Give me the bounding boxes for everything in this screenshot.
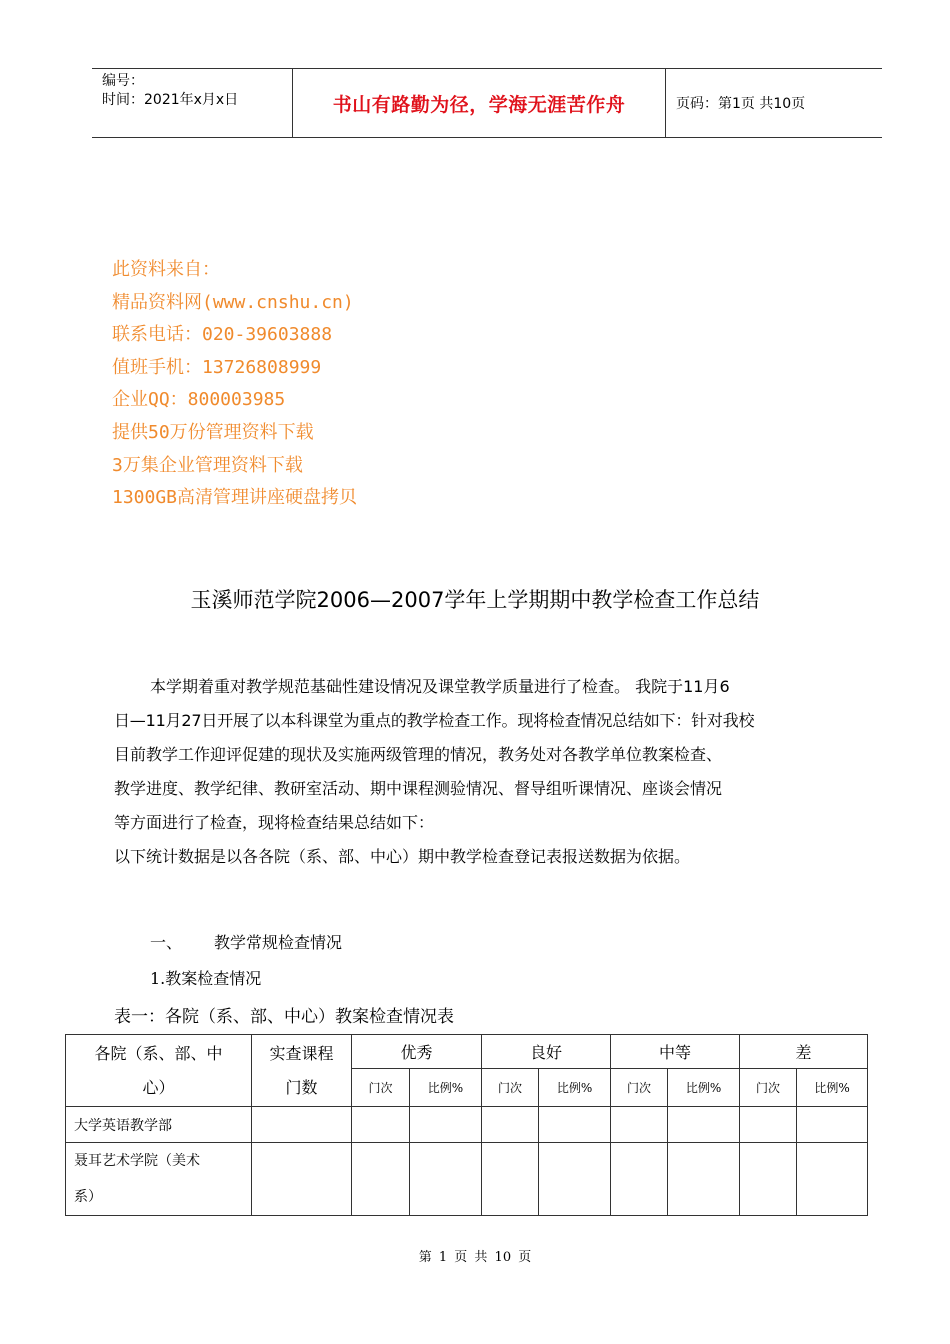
table-cell (482, 1143, 539, 1216)
header-courses-line: 门数 (285, 1077, 318, 1097)
section-heading (150, 930, 342, 953)
header-courses (252, 1035, 352, 1107)
paragraph-line: 教学进度、教学纪律、教研室活动、期中课程测验情况、督导组听课情况、座谈会情况 (114, 779, 723, 798)
table-header-row (66, 1035, 868, 1069)
source-line: 提供50万份管理资料下载 (112, 421, 314, 443)
table-cell (740, 1107, 797, 1143)
table-cell (797, 1107, 868, 1143)
lesson-plan-table (65, 1034, 868, 1216)
source-line: 联系电话：020-39603888 (112, 324, 333, 346)
table-cell (668, 1107, 740, 1143)
table-cell (668, 1143, 740, 1216)
table-cell (611, 1107, 668, 1143)
paragraph-line: 日—11月27日开展了以本科课堂为重点的教学检查工作。现将检查情况总结如下：针对我校 (114, 711, 755, 730)
table-row (66, 1107, 868, 1143)
table-cell (352, 1143, 410, 1216)
subheader-ratio: 比例% (539, 1069, 611, 1107)
source-info (112, 254, 357, 515)
header-group-good: 良好 (482, 1035, 611, 1069)
source-line: 值班手机：13726808999 (112, 356, 322, 378)
paragraph-line: 以下统计数据是以各各院（系、部、中心）期中教学检查登记表报送数据为依据。 (114, 847, 691, 866)
header-motto: 书山有路勤为径，学海无涯苦作舟 (293, 69, 666, 137)
table-cell (252, 1107, 352, 1143)
subheader-count: 门次 (740, 1069, 797, 1107)
paragraph-line: 目前教学工作迎评促建的现状及实施两级管理的情况，教务处对各教学单位教案检查、 (114, 745, 723, 764)
subsection-heading: 1.教案检查情况 (150, 969, 262, 988)
table-row (66, 1143, 868, 1216)
page-footer: 第 1 页 共 10 页 (418, 1250, 532, 1265)
row-unit-name-line: 聂耳艺术学院（美术 (74, 1153, 200, 1169)
header-group-poor: 差 (740, 1035, 868, 1069)
table-cell (410, 1107, 482, 1143)
paragraph-line: 本学期着重对教学规范基础性建设情况及课堂教学质量进行了检查。 我院于11月6 (150, 677, 730, 696)
table-cell (539, 1107, 611, 1143)
section-title: 教学常规检查情况 (214, 933, 343, 952)
header-page-info: 页码：第1页 共10页 (676, 96, 806, 112)
source-line: 3万集企业管理资料下载 (112, 454, 303, 476)
table-cell (352, 1107, 410, 1143)
table-cell (539, 1143, 611, 1216)
subheader-ratio: 比例% (668, 1069, 740, 1107)
row-unit-name: 大学英语教学部 (66, 1107, 252, 1143)
header-time: 时间：2021年x月x日 (102, 92, 239, 108)
source-line: 此资料来自： (112, 259, 220, 280)
table-cell (252, 1143, 352, 1216)
table-cell (797, 1143, 868, 1216)
header-meta (92, 69, 293, 137)
subheader-count: 门次 (352, 1069, 410, 1107)
document-title: 玉溪师范学院2006—2007学年上学期期中教学检查工作总结 (190, 588, 760, 612)
section-number: 一、 (150, 933, 183, 952)
subheader-count: 门次 (611, 1069, 668, 1107)
header-group-excellent: 优秀 (352, 1035, 482, 1069)
table-cell (482, 1107, 539, 1143)
table-cell (611, 1143, 668, 1216)
header-unit-line: 各院（系、部、中 (94, 1043, 223, 1063)
source-line: 精品资料网(www.cnshu.cn) (112, 291, 354, 313)
subheader-count: 门次 (482, 1069, 539, 1107)
source-line: 企业QQ：800003985 (112, 389, 286, 411)
header-courses-line: 实查课程 (269, 1043, 334, 1063)
source-line: 1300GB高清管理讲座硬盘拷贝 (112, 487, 358, 509)
paragraph-line: 等方面进行了检查，现将检查结果总结如下： (114, 813, 435, 832)
row-unit-name-line: 系） (74, 1189, 102, 1205)
table-caption: 表一：各院（系、部、中心）教案检查情况表 (114, 1007, 454, 1027)
header-unit-line: 心） (142, 1077, 175, 1097)
subheader-ratio: 比例% (797, 1069, 868, 1107)
subheader-ratio: 比例% (410, 1069, 482, 1107)
row-unit-name (66, 1143, 252, 1216)
intro-paragraph (114, 670, 864, 874)
table-cell (740, 1143, 797, 1216)
header-code: 编号： (102, 73, 144, 89)
header-unit (66, 1035, 252, 1107)
page-header (92, 68, 882, 138)
table-cell (410, 1143, 482, 1216)
header-group-medium: 中等 (611, 1035, 740, 1069)
